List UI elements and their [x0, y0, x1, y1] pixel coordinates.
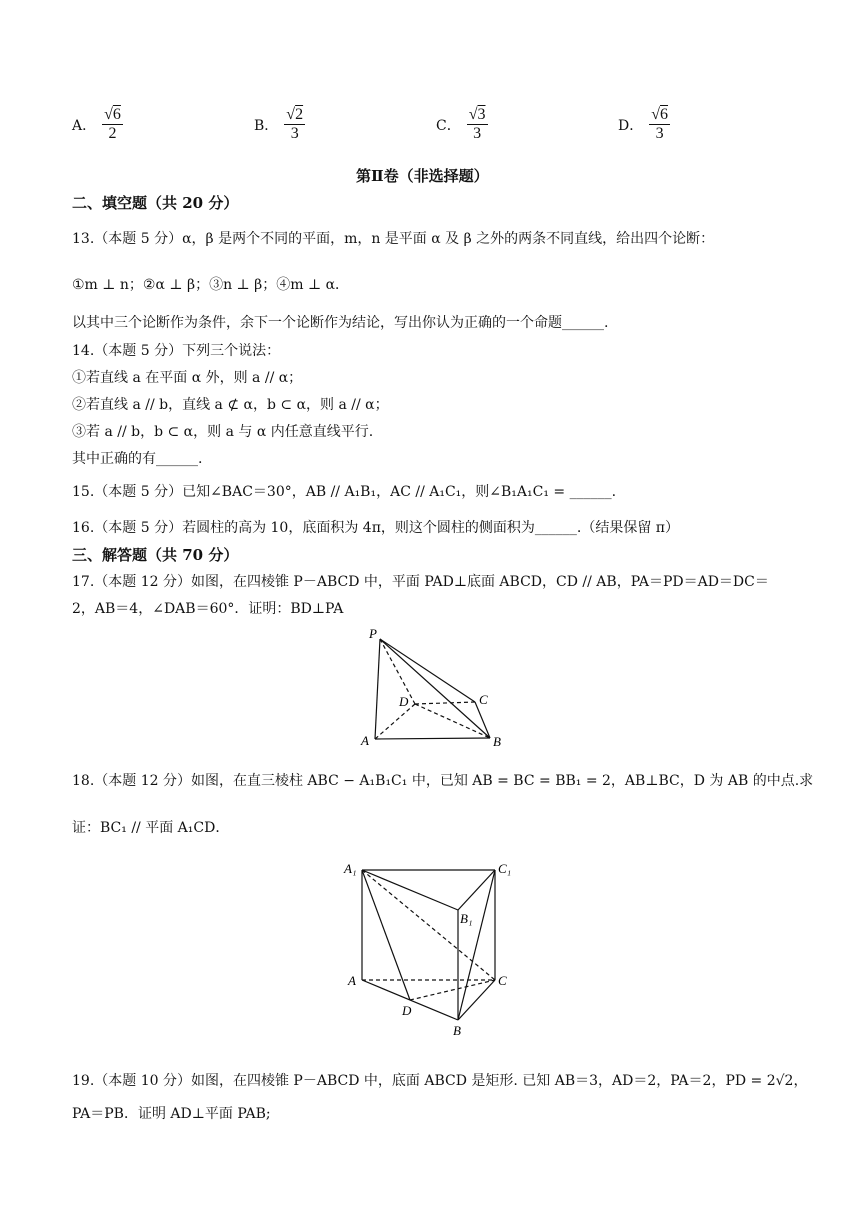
option-c — [436, 106, 488, 143]
label-p: P — [369, 626, 377, 641]
numerator: 6 — [660, 106, 669, 123]
q16-text: 16.（本题 5 分）若圆柱的高为 10，底面积为 4π，则这个圆柱的侧面积为______.（结果保留 π） — [72, 520, 679, 536]
label-a: A — [361, 733, 369, 748]
label-d: D — [402, 1003, 412, 1018]
fill-section-heading: 二、填空题（共 20 分） — [72, 194, 239, 212]
option-letter: A． — [72, 117, 97, 134]
q19-text-cont: PA＝PB．证明 AD⊥平面 PAB; — [72, 1106, 271, 1122]
denominator: 3 — [655, 125, 664, 142]
label-a: A — [348, 973, 356, 988]
denominator: 2 — [108, 125, 117, 142]
denominator: 3 — [290, 125, 299, 142]
q14-prompt: 其中正确的有______. — [72, 451, 203, 467]
q18-text-cont: 证：BC₁ // 平面 A₁CD． — [72, 820, 230, 836]
label-c: C — [479, 692, 488, 707]
q17-text: 17.（本题 12 分）如图，在四棱锥 P－ABCD 中，平面 PAD⊥底面 ABCD，CD // AB，PA＝PD＝AD＝DC＝ — [72, 574, 769, 590]
label-b: B — [493, 734, 501, 749]
answer-section-heading: 三、解答题（共 70 分） — [72, 546, 239, 564]
q14-item-2: ②若直线 a // b，直线 a ⊄ α，b ⊂ α，则 a // α； — [72, 397, 389, 413]
q17-text-cont: 2，AB＝4，∠DAB＝60°．证明：BD⊥PA — [72, 601, 344, 617]
q19-text: 19.（本题 10 分）如图，在四棱锥 P－ABCD 中，底面 ABCD 是矩形. 已知 AB＝3，AD＝2，PA＝2，PD = 2√2， — [72, 1073, 808, 1089]
fraction: $\frac{√6}{2}$ — [104, 106, 121, 142]
q14-text: 14.（本题 5 分）下列三个说法： — [72, 343, 281, 359]
option-letter: C． — [436, 117, 461, 134]
fraction: $\frac{√2}{3}$ — [286, 106, 304, 142]
numerator: 2 — [295, 106, 304, 123]
q18-text: 18.（本题 12 分）如图，在直三棱柱 ABC − A₁B₁C₁ 中，已知 AB = BC = BB₁ = 2，AB⊥BC，D 为 AB 的中点.求 — [72, 773, 814, 789]
q14-item-3: ③若 a // b，b ⊂ α，则 a 与 α 内任意直线平行. — [72, 424, 374, 440]
label-c: C — [498, 973, 507, 988]
numerator: 3 — [477, 106, 486, 123]
option-b — [254, 106, 305, 143]
numerator: 6 — [112, 106, 121, 123]
label-c1: C₁ — [498, 861, 512, 876]
option-a — [72, 106, 123, 143]
option-letter: D． — [618, 117, 644, 134]
denominator: 3 — [473, 125, 482, 142]
option-d — [618, 106, 670, 143]
pyramid-figure — [355, 624, 515, 752]
q13-assertions: ①m ⊥ n；②α ⊥ β；③n ⊥ β；④m ⊥ α． — [72, 277, 350, 293]
section-title: 第Ⅱ卷（非选择题） — [356, 167, 489, 185]
q13-text: 13.（本题 5 分）α，β 是两个不同的平面，m，n 是平面 α 及 β 之外的两条不同直线，给出四个论断： — [72, 231, 715, 247]
q13-prompt: 以其中三个论断作为条件，余下一个论断作为结论，写出你认为正确的一个命题______. — [72, 315, 609, 331]
label-a1: A₁ — [344, 861, 357, 876]
label-b: B — [453, 1023, 461, 1038]
prism-figure — [340, 855, 520, 1040]
fraction: $\frac{√6}{3}$ — [651, 106, 669, 142]
fraction: $\frac{√3}{3}$ — [468, 106, 486, 142]
q15-text: 15.（本题 5 分）已知∠BAC＝30°，AB // A₁B₁，AC // A₁C₁，则∠B₁A₁C₁ = ______. — [72, 484, 617, 500]
label-b1: B₁ — [460, 911, 473, 926]
label-d: D — [399, 694, 409, 709]
option-letter: B． — [254, 117, 279, 134]
q14-item-1: ①若直线 a 在平面 α 外，则 a // α； — [72, 370, 303, 386]
